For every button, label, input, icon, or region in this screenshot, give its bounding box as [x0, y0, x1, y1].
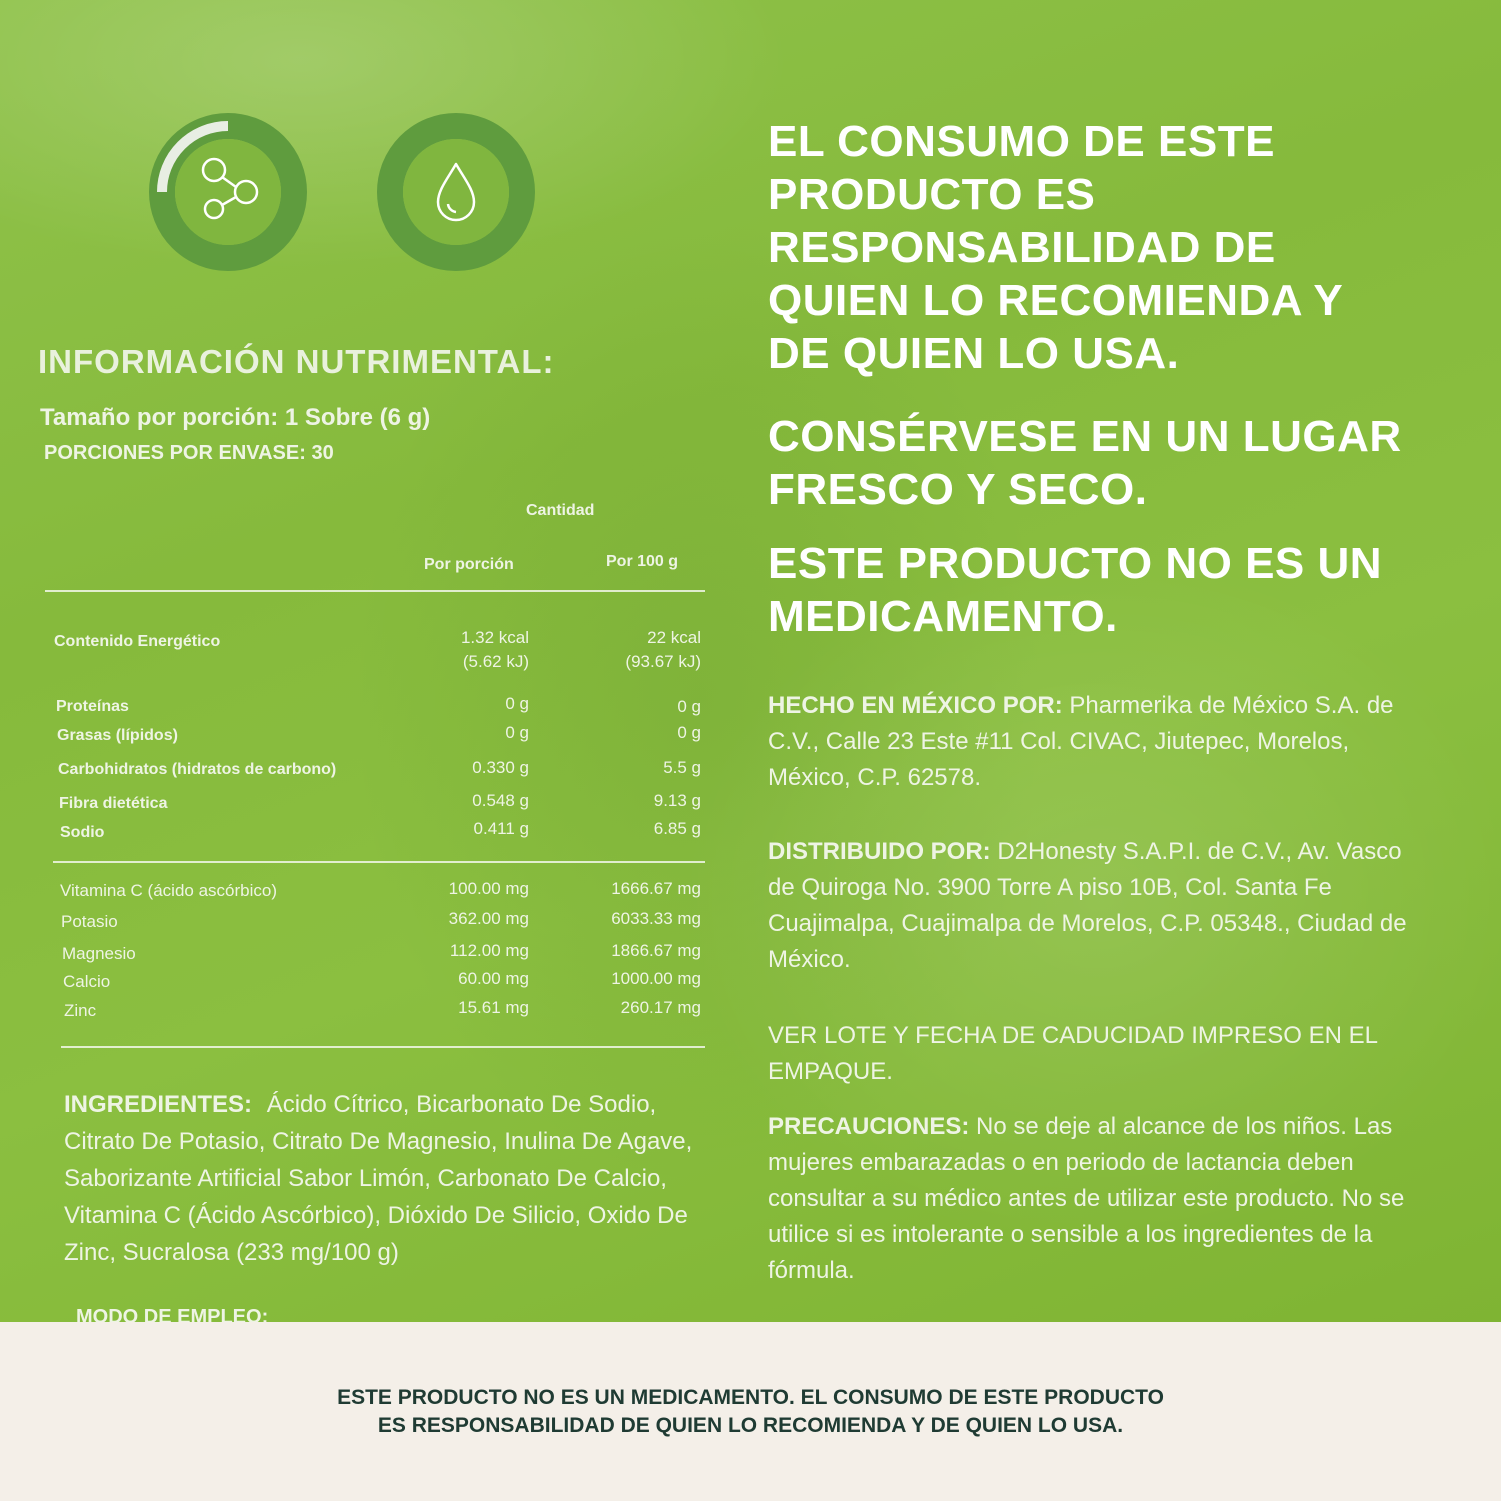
- distributor-info: [768, 834, 1428, 978]
- lot-note: VER LOTE Y FECHA DE CADUCIDAD IMPRESO EN EL EMPAQUE.: [768, 1022, 1378, 1085]
- ingredients: [64, 1086, 714, 1271]
- not-medicine-headline: ESTE PRODUCTO NO ES UN MEDICAMENTO.: [768, 539, 1383, 641]
- table-row-per-100g: 1666.67 mg: [611, 879, 701, 898]
- table-row-label: Fibra dietética: [59, 795, 168, 812]
- footer-line-2: ES RESPONSABILIDAD DE QUIEN LO RECOMIENDA Y DE QUIEN LO USA.: [377, 1414, 1124, 1437]
- per-100g-header: Por 100 g: [606, 553, 679, 570]
- table-row-per-serving: 100.00 mg: [448, 879, 529, 898]
- manufacturer-info: [768, 688, 1428, 796]
- table-row-per-100g: 5.5 g: [663, 758, 701, 777]
- precautions-info: [768, 1109, 1428, 1289]
- energy-per-100g: [625, 626, 701, 674]
- energy-per-serving-kcal: 1.32 kcal: [460, 628, 529, 647]
- amount-header: Cantidad: [526, 502, 595, 519]
- table-row-label: Vitamina C (ácido ascórbico): [60, 881, 277, 900]
- table-row-label: Proteínas: [56, 698, 129, 715]
- table-row-per-serving: 0 g: [505, 694, 529, 713]
- table-row-label: Magnesio: [62, 944, 136, 963]
- distributor-label: DISTRIBUIDO POR:: [768, 838, 991, 865]
- precautions-label: PRECAUCIONES:: [768, 1113, 970, 1140]
- table-row-per-serving: 362.00 mg: [448, 909, 529, 928]
- footer-line-1: ESTE PRODUCTO NO ES UN MEDICAMENTO. EL CONSUMO DE ESTE PRODUCTO: [337, 1386, 1164, 1409]
- precautions-text: No se deje al alcance de los niños. Las mujeres embarazadas o en periodo de lactancia deben consultar a su médico antes de utilizar este producto. No se utilice si es intolerante o sensible a los ingredientes de la fórmula.: [768, 1113, 1405, 1284]
- responsibility-headline: EL CONSUMO DE ESTE PRODUCTO ES RESPONSABILIDAD DE QUIEN LO RECOMIENDA Y DE QUIEN LO USA.: [768, 117, 1343, 378]
- table-row-per-serving: 0 g: [505, 723, 529, 742]
- molecule-icon: [148, 112, 308, 272]
- table-row-per-100g: 6033.33 mg: [611, 909, 701, 928]
- table-row-per-serving: 0.411 g: [473, 819, 529, 838]
- table-row-label: Calcio: [63, 972, 111, 991]
- manufacturer-label: HECHO EN MÉXICO POR:: [768, 692, 1063, 719]
- distributor-text: D2Honesty S.A.P.I. de C.V., Av. Vasco de Quiroga No. 3900 Torre A piso 10B, Col. Santa Fe Cuajimalpa, Cuajimalpa de Morelos, C.P. 05348., Ciudad de México.: [768, 838, 1407, 973]
- table-divider-top: [45, 590, 705, 592]
- table-row-per-serving: 112.00 mg: [449, 941, 529, 960]
- ingredients-label: INGREDIENTES:: [64, 1091, 253, 1118]
- energy-per-serving: [461, 626, 529, 674]
- per-serving-header: Por porción: [424, 556, 514, 573]
- nutrition-title: INFORMACIÓN NUTRIMENTAL:: [38, 343, 555, 380]
- table-row-per-serving: 15.61 mg: [458, 998, 529, 1017]
- table-row-label: Grasas (lípidos): [57, 727, 178, 744]
- table-row-per-100g: 0 g: [677, 697, 701, 716]
- footer-disclaimer: [0, 1384, 1501, 1440]
- table-row-label: Potasio: [61, 912, 118, 931]
- table-row-per-serving: 0.548 g: [472, 791, 529, 810]
- table-row-per-serving: 0.330 g: [472, 758, 529, 777]
- table-divider-middle: [53, 861, 705, 863]
- water-drop-icon: [376, 112, 536, 272]
- table-row-per-100g: 9.13 g: [653, 791, 701, 810]
- energy-per-100g-kj: (93.67 kJ): [625, 652, 701, 671]
- energy-per-100g-kcal: 22 kcal: [647, 628, 701, 647]
- servings-per-container: PORCIONES POR ENVASE: 30: [44, 442, 334, 464]
- table-row-per-100g: 1866.67 mg: [611, 941, 701, 960]
- table-row-per-100g: 6.85 g: [653, 819, 701, 838]
- serving-size: Tamaño por porción: 1 Sobre (6 g): [40, 404, 431, 431]
- table-row-per-100g: 260.17 mg: [620, 998, 701, 1017]
- ingredients-text: Ácido Cítrico, Bicarbonato De Sodio, Citrato De Potasio, Citrato De Magnesio, Inulina De Agave, Saborizante Artificial Sabor Limón, Carbonato De Calcio, Vitamina C (Ácido Ascórbico), Dióxido De Silicio, Oxido De Zinc, Sucralosa (233 mg/100 g): [64, 1091, 693, 1266]
- table-row-label: Sodio: [60, 824, 105, 841]
- table-row-label: Zinc: [64, 1001, 97, 1020]
- table-row-per-100g: 0 g: [677, 723, 701, 742]
- table-row-label: Carbohidratos (hidratos de carbono): [58, 761, 337, 778]
- footer-banner: [0, 1322, 1501, 1501]
- table-row-per-serving: 60.00 mg: [458, 969, 529, 988]
- energy-label: Contenido Energético: [54, 633, 221, 650]
- storage-headline: CONSÉRVESE EN UN LUGAR FRESCO Y SECO.: [768, 412, 1402, 514]
- table-row-per-100g: 1000.00 mg: [611, 969, 701, 988]
- usage-heading: MODO DE EMPLEO:: [76, 1306, 269, 1322]
- table-divider-bottom: [61, 1046, 705, 1048]
- energy-per-serving-kj: (5.62 kJ): [462, 652, 529, 671]
- manufacturer-text: Pharmerika de México S.A. de C.V., Calle 23 Este #11 Col. CIVAC, Jiutepec, Morelos, México, C.P. 62578.: [768, 692, 1394, 791]
